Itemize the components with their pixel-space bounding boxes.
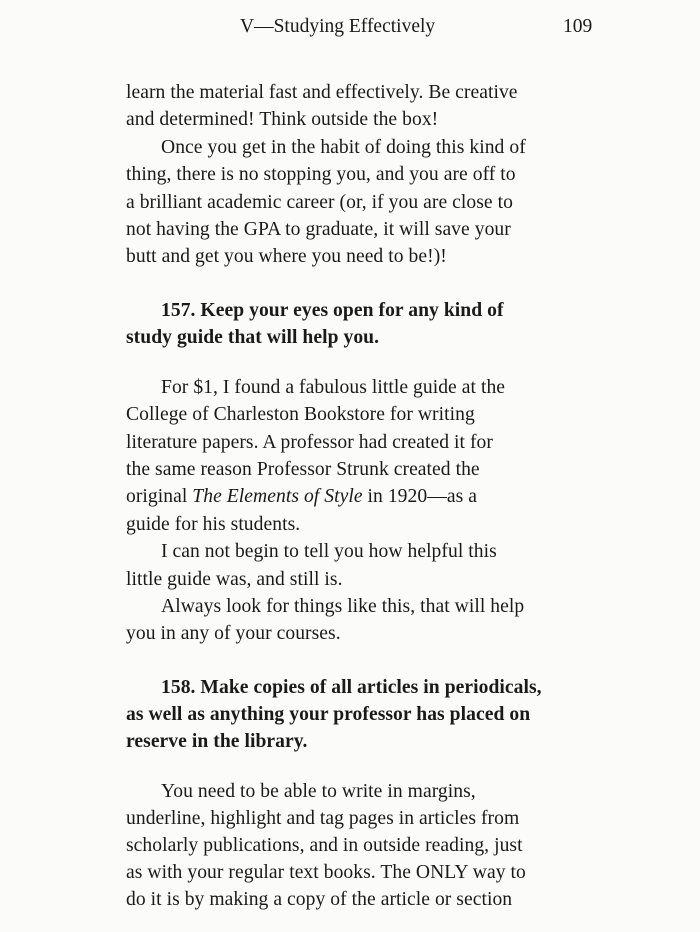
tip-157-heading: 157. Keep your eyes open for any kind of [161, 300, 504, 321]
tip-158-heading: 158. Make copies of all articles in periodicals, [161, 677, 542, 698]
body-line: not having the GPA to graduate, it will save your [126, 219, 511, 240]
body-line: guide for his students. [126, 514, 301, 535]
text-run: original [126, 486, 193, 507]
body-line: literature papers. A professor had created it for [126, 432, 493, 453]
body-line: little guide was, and still is. [126, 569, 343, 590]
body-line: underline, highlight and tag pages in articles from [126, 808, 520, 829]
page-number: 109 [563, 16, 593, 37]
tip-157-heading: study guide that will help you. [126, 327, 380, 348]
body-line: the same reason Professor Strunk created the [126, 459, 480, 480]
body-line: a brilliant academic career (or, if you are close to [126, 192, 513, 213]
body-line: For $1, I found a fabulous little guide at the [161, 377, 506, 398]
body-line: I can not begin to tell you how helpful this [161, 541, 497, 562]
tip-158-heading: reserve in the library. [126, 731, 308, 752]
book-title: The Elements of Style [192, 486, 363, 507]
tip-158-heading: as well as anything your professor has placed on [126, 704, 531, 725]
body-line: scholarly publications, and in outside reading, just [126, 835, 523, 856]
body-line: learn the material fast and effectively. Be creative [126, 82, 518, 103]
body-line: you in any of your courses. [126, 623, 341, 644]
body-line: as with your regular text books. The ONLY way to [126, 862, 526, 883]
body-line: Once you get in the habit of doing this kind of [161, 137, 526, 158]
body-line: You need to be able to write in margins, [161, 781, 476, 802]
body-line: butt and get you where you need to be!)! [126, 246, 447, 267]
body-line: Always look for things like this, that will help [161, 596, 525, 617]
body-line: College of Charleston Bookstore for writing [126, 404, 475, 425]
running-head [0, 16, 700, 44]
body-line: do it is by making a copy of the article or section [126, 889, 513, 910]
body-line: and determined! Think outside the box! [126, 109, 439, 130]
running-title: V—Studying Effectively [240, 16, 436, 37]
body-line: thing, there is no stopping you, and you are off to [126, 164, 516, 185]
body-line [126, 483, 477, 511]
text-run: in 1920—as a [362, 486, 477, 507]
